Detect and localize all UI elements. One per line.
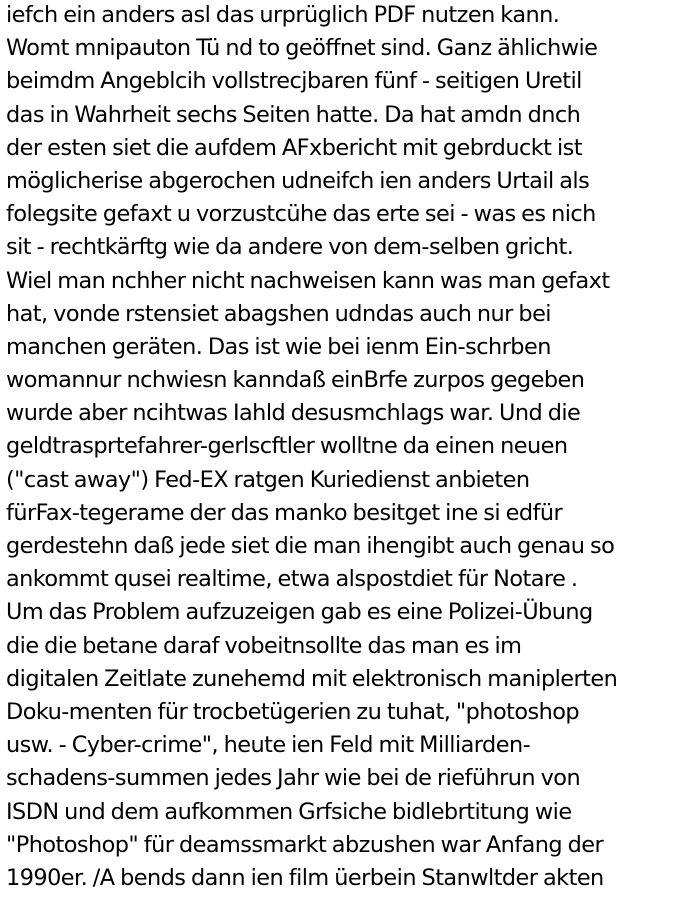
text-line-2: Womt mnipauton Tü nd to geöffnet sind. Ganz ählichwie <box>6 35 598 62</box>
text-line-5: der esten siet die aufdem AFxbericht mit gebrduckt ist <box>6 134 582 161</box>
text-line-23: usw. - Cyber-crime", heute ien Feld mit Milliarden- <box>6 732 531 759</box>
text-line-10: hat, vonde rstensiet abagshen udndas auch nur bei <box>6 300 551 327</box>
text-line-11: manchen geräten. Das ist wie bei ienm Ein-schrben <box>6 333 551 360</box>
text-line-16: fürFax-tegerame der das manko besitget ine si edfür <box>6 499 563 526</box>
text-line-26: "Photoshop" für deamssmarkt abzushen war Anfang der <box>6 831 604 858</box>
text-line-17: gerdestehn daß jede siet die man ihengibt auch genau so <box>6 533 615 559</box>
document-text <box>6 0 682 895</box>
text-line-8: sit - rechtkärftg wie da andere von dem-selben gricht. <box>6 234 574 261</box>
text-line-13: wurde aber ncihtwas Iahld desusmchlags war. Und die <box>6 400 581 427</box>
text-line-12: womannur nchwiesn kanndaß einBrfe zurpos gegeben <box>6 367 585 394</box>
text-line-20: die die betane daraf vobeitnsollte das man es im <box>6 632 522 659</box>
text-line-7: folegsite gefaxt u vorzustcühe das erte sei - was es nich <box>6 201 596 228</box>
text-line-25: ISDN und dem aufkommen Grfsiche bidlebrtitung wie <box>6 798 572 825</box>
text-line-6: möglicherise abgerochen udneifch ien anders Urtail als <box>6 167 590 194</box>
text-line-22: Doku-menten für trocbetügerien zu tuhat, "photoshop <box>6 698 580 725</box>
text-line-9: Wiel man nchher nicht nachweisen kann was man gefaxt <box>6 267 610 294</box>
text-line-14: geldtrasprtefahrer-gerlscftler wolltne da einen neuen <box>6 433 568 460</box>
text-line-1: iefch ein anders asl das urprüglich PDF nutzen kann. <box>6 2 560 28</box>
text-line-21: digitalen Zeitlate zunehemd mit elektronisch maniplerten <box>6 665 618 692</box>
text-line-3: beimdm Angeblcih vollstrecjbaren fünf - seitigen Uretil <box>6 68 582 95</box>
text-line-24: schadens-summen jedes Jahr wie bei de rieführun von <box>6 765 581 792</box>
text-line-27: 1990er. /A bends dann ien film üerbein Stanwltder akten <box>6 864 604 891</box>
text-line-15: ("cast away") Fed-EX ratgen Kuriedienst anbieten <box>6 466 530 493</box>
text-line-4: das in Wahrheit sechs Seiten hatte. Da hat amdn dnch <box>6 101 581 128</box>
text-line-19: Um das Problem aufzuzeigen gab es eine Polizei-Übung <box>6 599 593 626</box>
text-line-18: ankommt qusei realtime, etwa alspostdiet für Notare . <box>6 566 578 593</box>
